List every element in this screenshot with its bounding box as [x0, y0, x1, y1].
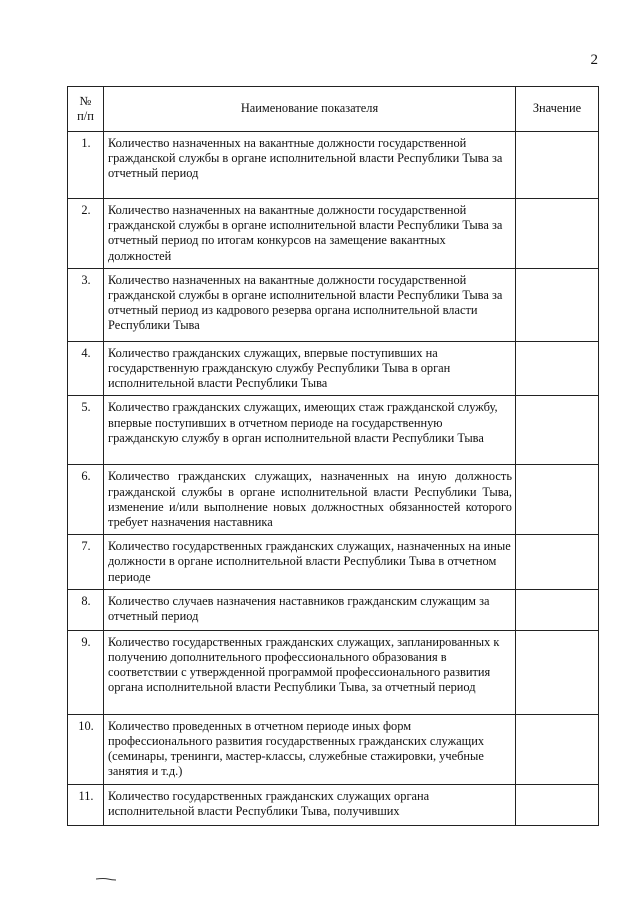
row-number: 11.: [68, 784, 104, 825]
indicator-name: Количество назначенных на вакантные должности государственной гражданской службы в органе исполнительной власти Республики Тыва за отчетный период из кадрового резерва органа исполнительной власти Республики Тыва: [104, 268, 516, 341]
indicator-name: Количество гражданских служащих, впервые поступивших на государственную гражданскую службу Республики Тыва в орган исполнительной власти Республики Тыва: [104, 341, 516, 396]
indicator-value-cell[interactable]: [516, 132, 599, 199]
page-number: 2: [590, 52, 598, 68]
indicator-value-cell[interactable]: [516, 268, 599, 341]
indicator-value-cell[interactable]: [516, 714, 599, 784]
table-row: [68, 535, 599, 590]
indicator-name: Количество государственных гражданских служащих, запланированных к получению дополнительного профессионального образования в соответствии с утвержденной программой профессионального развития органа исполнительной власти Республики Тыва, за отчетный период: [104, 630, 516, 714]
row-number: 3.: [68, 268, 104, 341]
indicator-name: Количество государственных гражданских служащих органа исполнительной власти Республики Тыва, получивших: [104, 784, 516, 825]
table-row: [68, 714, 599, 784]
header-number: № п/п: [68, 87, 104, 132]
indicator-value-cell[interactable]: [516, 341, 599, 396]
row-number: 7.: [68, 535, 104, 590]
indicator-value-cell[interactable]: [516, 396, 599, 465]
header-indicator-name: Наименование показателя: [104, 87, 516, 132]
indicators-table: [67, 86, 599, 826]
indicator-name: Количество случаев назначения наставников гражданским служащим за отчетный период: [104, 589, 516, 630]
indicator-value-cell[interactable]: [516, 784, 599, 825]
indicator-value-cell[interactable]: [516, 535, 599, 590]
table-header-row: [68, 87, 599, 132]
table-row: [68, 199, 599, 269]
table-row: [68, 630, 599, 714]
indicator-name: Количество назначенных на вакантные должности государственной гражданской службы в органе исполнительной власти Республики Тыва за отчетный период по итогам конкурсов на замещение вакантных должностей: [104, 199, 516, 269]
row-number: 1.: [68, 132, 104, 199]
row-number: 8.: [68, 589, 104, 630]
table-row: [68, 268, 599, 341]
table-row: [68, 396, 599, 465]
indicator-value-cell[interactable]: [516, 199, 599, 269]
indicator-value-cell[interactable]: [516, 630, 599, 714]
indicator-name: Количество проведенных в отчетном периоде иных форм профессионального развития государственных гражданских служащих (семинары, тренинги, мастер-классы, служебные стажировки, учебные занятия и т.д.): [104, 714, 516, 784]
table-row: [68, 341, 599, 396]
indicator-name: Количество назначенных на вакантные должности государственной гражданской службы в органе исполнительной власти Республики Тыва за отчетный период: [104, 132, 516, 199]
table-row: [68, 132, 599, 199]
table-row: [68, 784, 599, 825]
indicator-name: Количество гражданских служащих, имеющих стаж гражданской службу, впервые поступивших в отчетном периоде на государственную гражданскую службу в орган исполнительной власти Республики Тыва: [104, 396, 516, 465]
row-number: 9.: [68, 630, 104, 714]
row-number: 5.: [68, 396, 104, 465]
indicator-name: Количество государственных гражданских служащих, назначенных на иные должности в органе исполнительной власти Республики Тыва в отчетном периоде: [104, 535, 516, 590]
row-number: 2.: [68, 199, 104, 269]
table-row: [68, 589, 599, 630]
indicator-value-cell[interactable]: [516, 465, 599, 535]
indicator-name: Количество гражданских служащих, назначенных на иную должность гражданской службы в органе исполнительной власти Республики Тыва, изменение и/или выполнение новых должностных обязанностей которого требует назначения наставника: [104, 465, 516, 535]
scan-mark: [96, 878, 116, 881]
row-number: 4.: [68, 341, 104, 396]
row-number: 10.: [68, 714, 104, 784]
indicator-value-cell[interactable]: [516, 589, 599, 630]
header-value: Значение: [516, 87, 599, 132]
table-row: [68, 465, 599, 535]
row-number: 6.: [68, 465, 104, 535]
